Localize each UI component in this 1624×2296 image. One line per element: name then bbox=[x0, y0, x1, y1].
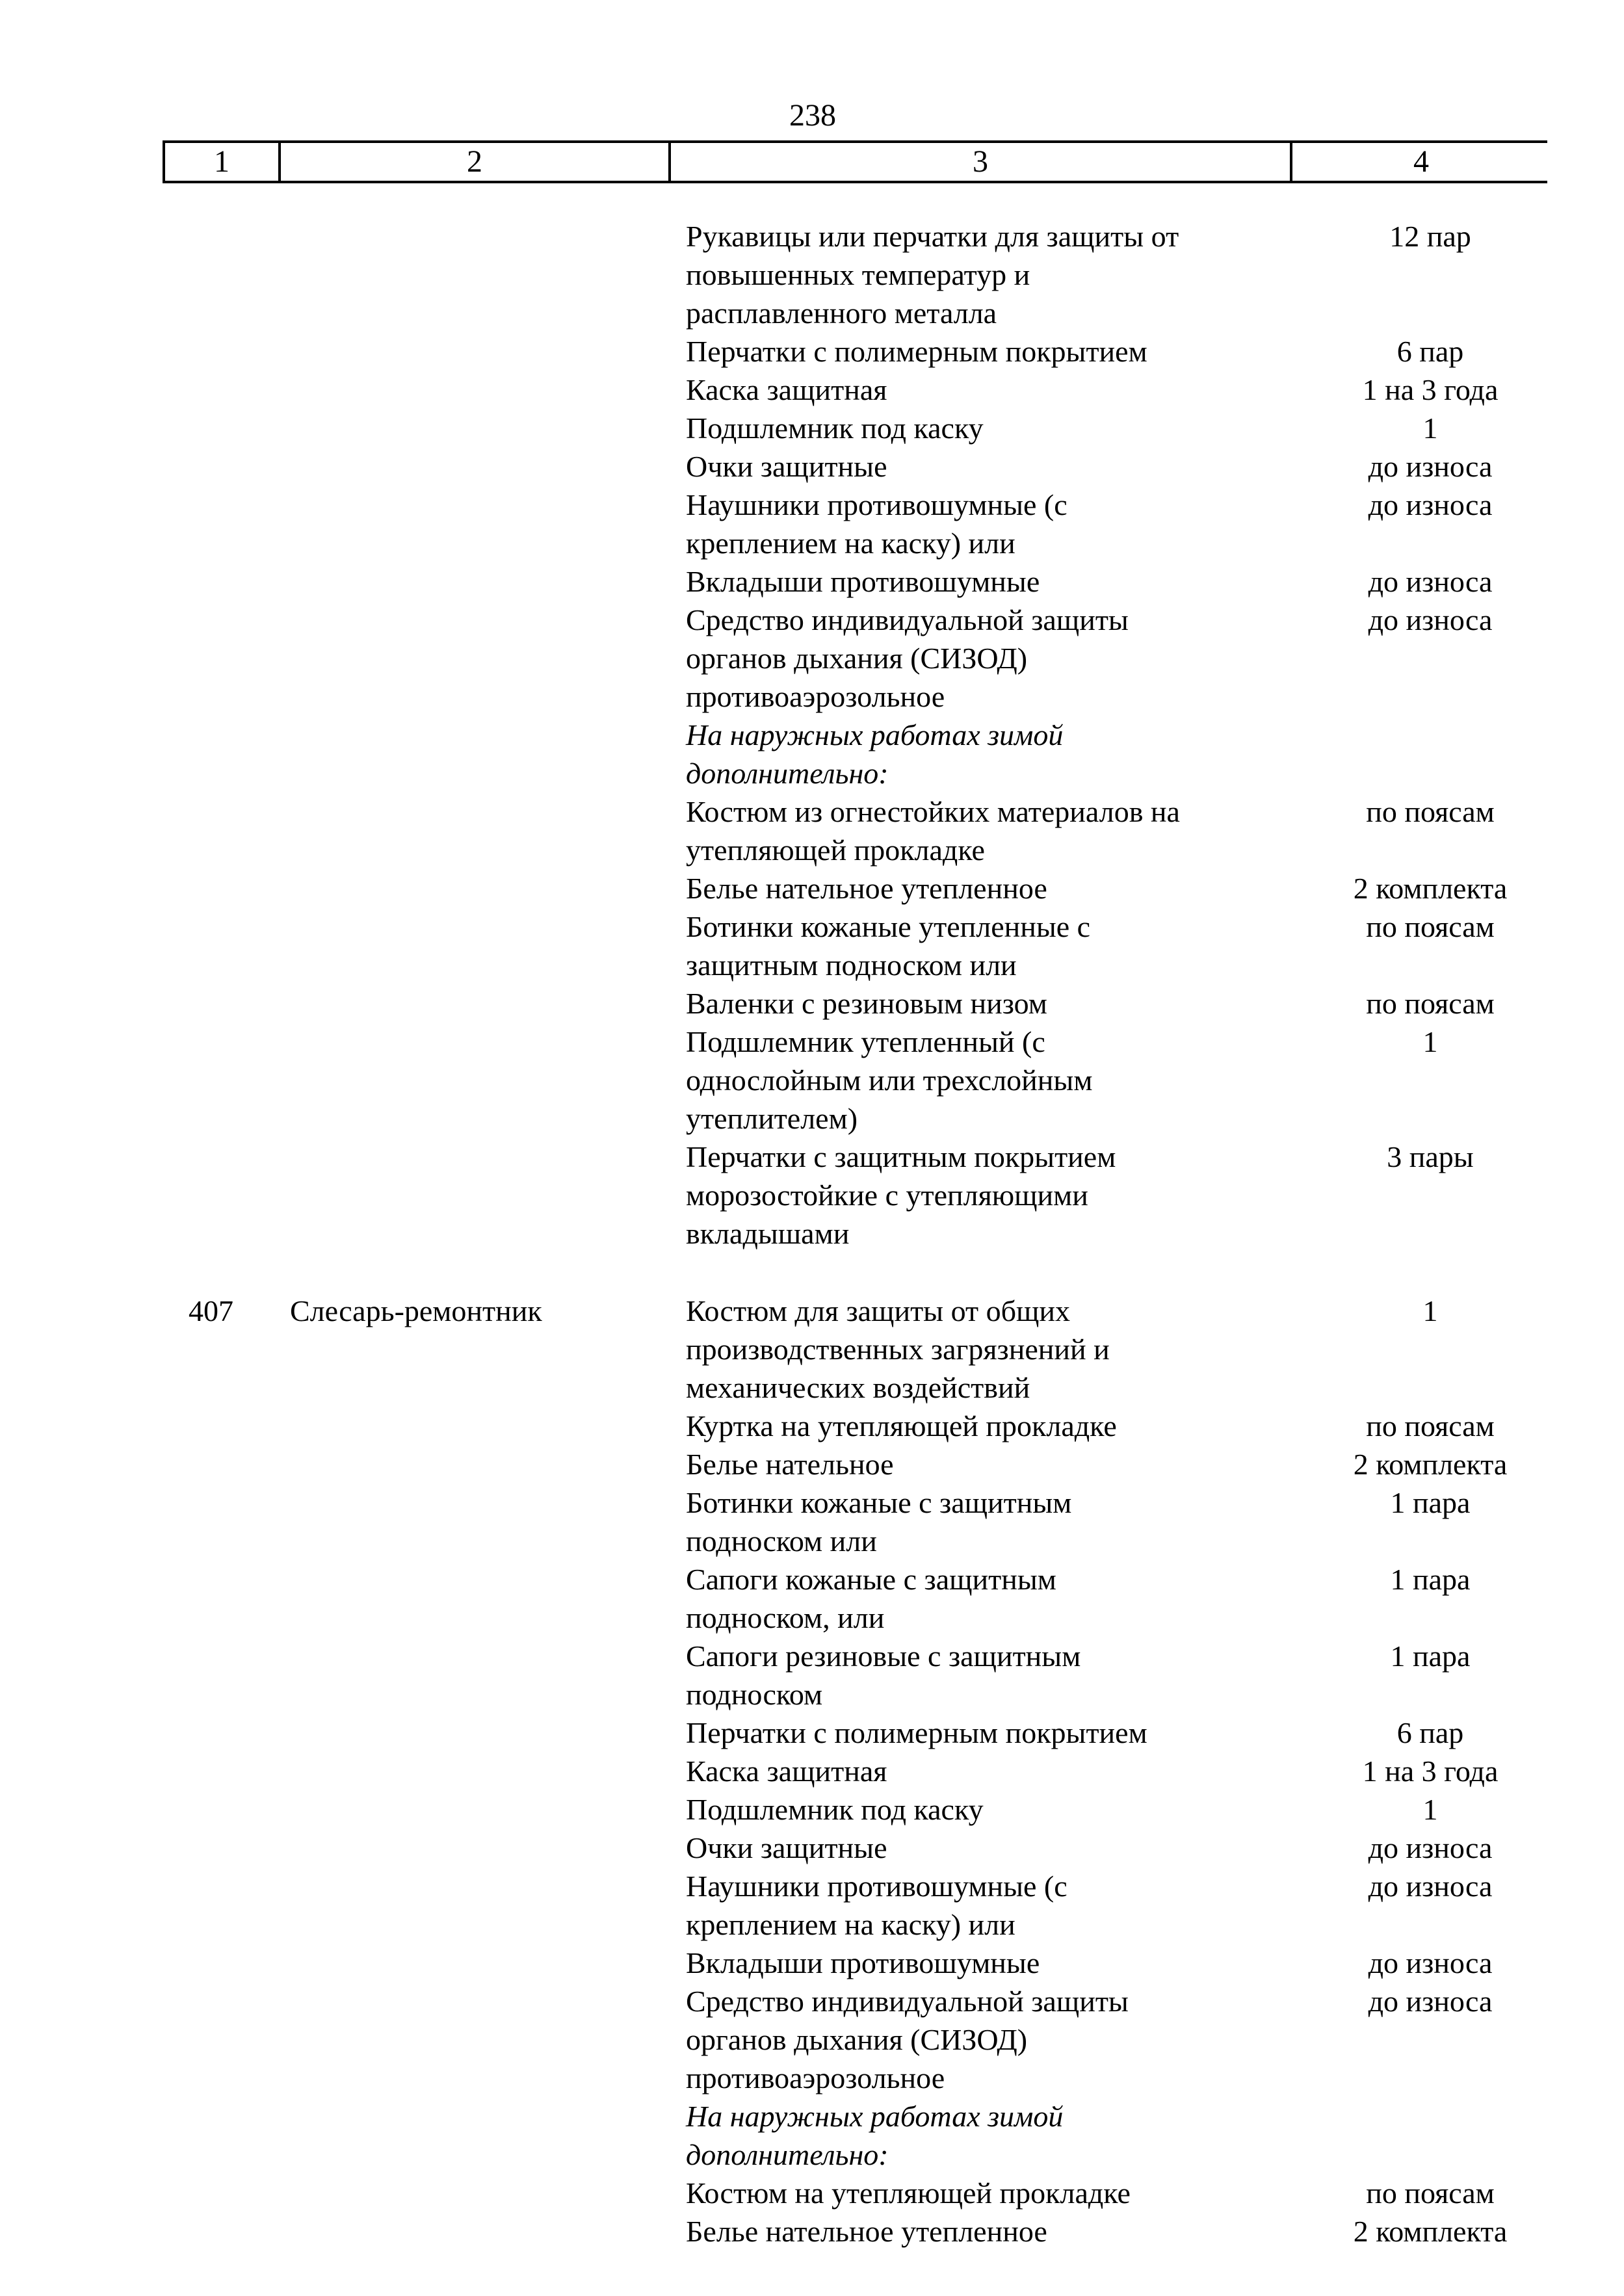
item-name: Сапоги кожаные с защитным bbox=[686, 1563, 1056, 1596]
item-name: морозостойкие с утепляющими bbox=[686, 1179, 1088, 1212]
table-row-group bbox=[163, 1292, 1547, 2250]
item-name: противоаэрозольное bbox=[686, 680, 945, 713]
item-quantity: 1 пара bbox=[1390, 1486, 1471, 1519]
table-row bbox=[163, 984, 1547, 1023]
item-name: Каска защитная bbox=[686, 373, 887, 406]
item-quantity: 2 комплекта bbox=[1353, 2215, 1508, 2248]
table-row bbox=[163, 1061, 1547, 1099]
item-name: Наушники противошумные (с bbox=[686, 488, 1067, 521]
table-body bbox=[163, 217, 1547, 2250]
item-name: производственных загрязнений и bbox=[686, 1333, 1110, 1366]
table-row bbox=[163, 1023, 1547, 1061]
table-row bbox=[163, 2212, 1547, 2250]
item-name: подноском или bbox=[686, 1524, 877, 1558]
table-row bbox=[163, 2059, 1547, 2097]
item-name: Костюм на утепляющей прокладке bbox=[686, 2176, 1131, 2210]
table-row bbox=[163, 907, 1547, 946]
table-row bbox=[163, 1292, 1547, 1330]
item-quantity: по поясам bbox=[1366, 2176, 1495, 2210]
item-name: Белье нательное утепленное bbox=[686, 2215, 1047, 2248]
item-name: расплавленного металла bbox=[686, 296, 997, 330]
table-row bbox=[163, 792, 1547, 831]
item-quantity: до износа bbox=[1368, 1870, 1493, 1903]
item-quantity: 2 комплекта bbox=[1353, 872, 1508, 905]
item-quantity: 1 bbox=[1422, 1294, 1438, 1327]
item-quantity: по поясам bbox=[1366, 910, 1495, 943]
item-quantity: 2 комплекта bbox=[1353, 1448, 1508, 1481]
table-row bbox=[163, 1368, 1547, 1407]
table-row bbox=[163, 1637, 1547, 1675]
item-name: Ботинки кожаные с защитным bbox=[686, 1486, 1072, 1519]
table-row bbox=[163, 946, 1547, 984]
page-number: 238 bbox=[789, 98, 836, 133]
item-name: однослойным или трехслойным bbox=[686, 1063, 1093, 1097]
item-name: Перчатки с защитным покрытием bbox=[686, 1140, 1116, 1173]
table-row bbox=[163, 716, 1547, 754]
item-name: утепляющей прокладке bbox=[686, 833, 985, 867]
item-quantity: до износа bbox=[1368, 1831, 1493, 1864]
section-note: На наружных работах зимой bbox=[686, 2100, 1064, 2133]
table-row bbox=[163, 1560, 1547, 1598]
table-row bbox=[163, 2135, 1547, 2174]
table-row bbox=[163, 217, 1547, 255]
item-quantity: 12 пар bbox=[1389, 220, 1471, 253]
item-name: подноском bbox=[686, 1678, 823, 1711]
item-name: Вкладыши противошумные bbox=[686, 1946, 1040, 1979]
item-quantity: до износа bbox=[1368, 488, 1493, 521]
table-row bbox=[163, 1944, 1547, 1982]
table-row bbox=[163, 639, 1547, 677]
item-quantity: 1 bbox=[1422, 1025, 1438, 1058]
table-row bbox=[163, 2020, 1547, 2059]
item-name: Валенки с резиновым низом bbox=[686, 987, 1047, 1020]
item-quantity: 1 bbox=[1422, 411, 1438, 445]
table-row bbox=[163, 1522, 1547, 1560]
section-note: На наружных работах зимой bbox=[686, 718, 1064, 751]
item-name: Рукавицы или перчатки для защиты от bbox=[686, 220, 1179, 253]
table-row bbox=[163, 1714, 1547, 1752]
item-name: Подшлемник под каску bbox=[686, 411, 984, 445]
item-name: Белье нательное утепленное bbox=[686, 872, 1047, 905]
table-row bbox=[163, 754, 1547, 792]
item-name: Сапоги резиновые с защитным bbox=[686, 1639, 1081, 1673]
item-quantity: по поясам bbox=[1366, 987, 1495, 1020]
row-number: 407 bbox=[189, 1294, 233, 1327]
table-row bbox=[163, 332, 1547, 371]
item-quantity: до износа bbox=[1368, 603, 1493, 636]
table-row bbox=[163, 294, 1547, 332]
item-quantity: по поясам bbox=[1366, 1409, 1495, 1442]
item-quantity: 1 на 3 года bbox=[1362, 373, 1499, 406]
item-name: Средство индивидуальной защиты bbox=[686, 1985, 1129, 2018]
table-row bbox=[163, 255, 1547, 294]
table-row bbox=[163, 562, 1547, 601]
item-quantity: по поясам bbox=[1366, 795, 1495, 828]
section-note: дополнительно: bbox=[686, 757, 889, 790]
item-quantity: 1 на 3 года bbox=[1362, 1755, 1499, 1788]
table-row bbox=[163, 1752, 1547, 1790]
item-quantity: 1 пара bbox=[1390, 1563, 1471, 1596]
table-row bbox=[163, 2174, 1547, 2212]
table-row bbox=[163, 1407, 1547, 1445]
item-name: Ботинки кожаные утепленные с bbox=[686, 910, 1091, 943]
table-row bbox=[163, 486, 1547, 524]
item-name: креплением на каску) или bbox=[686, 527, 1015, 560]
item-name: Белье нательное bbox=[686, 1448, 894, 1481]
item-name: вкладышами bbox=[686, 1217, 850, 1250]
table-row bbox=[163, 1138, 1547, 1176]
table-row bbox=[163, 831, 1547, 869]
item-quantity: 3 пары bbox=[1387, 1140, 1474, 1173]
item-name: Вкладыши противошумные bbox=[686, 565, 1040, 598]
item-name: защитным подноском или bbox=[686, 948, 1017, 982]
item-name: противоаэрозольное bbox=[686, 2061, 945, 2094]
item-quantity: 6 пар bbox=[1396, 1716, 1464, 1749]
table-row bbox=[163, 1445, 1547, 1483]
item-name: подноском, или bbox=[686, 1601, 885, 1634]
table-row bbox=[163, 371, 1547, 409]
item-name: Куртка на утепляющей прокладке bbox=[686, 1409, 1117, 1442]
header-col-4: 4 bbox=[1413, 144, 1429, 179]
header-col-1: 1 bbox=[165, 143, 281, 181]
header-col-3: 3 bbox=[671, 143, 1292, 181]
table-row bbox=[163, 677, 1547, 716]
item-name: Перчатки с полимерным покрытием bbox=[686, 1716, 1147, 1749]
item-name: Костюм из огнестойких материалов на bbox=[686, 795, 1180, 828]
item-name: Средство индивидуальной защиты bbox=[686, 603, 1129, 636]
item-name: Наушники противошумные (с bbox=[686, 1870, 1067, 1903]
item-quantity: 6 пар bbox=[1396, 335, 1464, 368]
item-name: Каска защитная bbox=[686, 1755, 887, 1788]
table-row bbox=[163, 447, 1547, 486]
section-note: дополнительно: bbox=[686, 2138, 889, 2171]
header-col-2: 2 bbox=[281, 143, 671, 181]
table-row bbox=[163, 2097, 1547, 2135]
table-row bbox=[163, 1867, 1547, 1905]
item-name: утеплителем) bbox=[686, 1102, 858, 1135]
item-quantity: до износа bbox=[1368, 1946, 1493, 1979]
table-row bbox=[163, 1214, 1547, 1253]
item-quantity: 1 пара bbox=[1390, 1639, 1471, 1673]
item-name: органов дыхания (СИЗОД) bbox=[686, 642, 1028, 675]
item-name: Костюм для защиты от общих bbox=[686, 1294, 1071, 1327]
table-row bbox=[163, 1176, 1547, 1214]
table-header bbox=[163, 140, 1547, 183]
table-row bbox=[163, 1905, 1547, 1944]
item-quantity: до износа bbox=[1368, 450, 1493, 483]
table-row bbox=[163, 1330, 1547, 1368]
table-row bbox=[163, 1483, 1547, 1522]
table-row bbox=[163, 1675, 1547, 1714]
item-name: Очки защитные bbox=[686, 1831, 887, 1864]
table-row bbox=[163, 869, 1547, 907]
item-name: повышенных температур и bbox=[686, 258, 1030, 291]
item-name: механических воздействий bbox=[686, 1371, 1030, 1404]
profession-name: Слесарь-ремонтник bbox=[290, 1294, 542, 1327]
item-name: Перчатки с полимерным покрытием bbox=[686, 335, 1147, 368]
table-row bbox=[163, 1829, 1547, 1867]
item-name: органов дыхания (СИЗОД) bbox=[686, 2023, 1028, 2056]
item-name: Очки защитные bbox=[686, 450, 887, 483]
table-row bbox=[163, 601, 1547, 639]
table-row bbox=[163, 1790, 1547, 1829]
table-row bbox=[163, 409, 1547, 447]
item-name: Подшлемник под каску bbox=[686, 1793, 984, 1826]
table-row bbox=[163, 1099, 1547, 1138]
table-row-group bbox=[163, 217, 1547, 1253]
item-quantity: до износа bbox=[1368, 1985, 1493, 2018]
table-row bbox=[163, 1598, 1547, 1637]
table-row bbox=[163, 1982, 1547, 2020]
item-quantity: 1 bbox=[1422, 1793, 1438, 1826]
item-name: креплением на каску) или bbox=[686, 1908, 1015, 1941]
table-row bbox=[163, 524, 1547, 562]
item-quantity: до износа bbox=[1368, 565, 1493, 598]
item-name: Подшлемник утепленный (с bbox=[686, 1025, 1045, 1058]
